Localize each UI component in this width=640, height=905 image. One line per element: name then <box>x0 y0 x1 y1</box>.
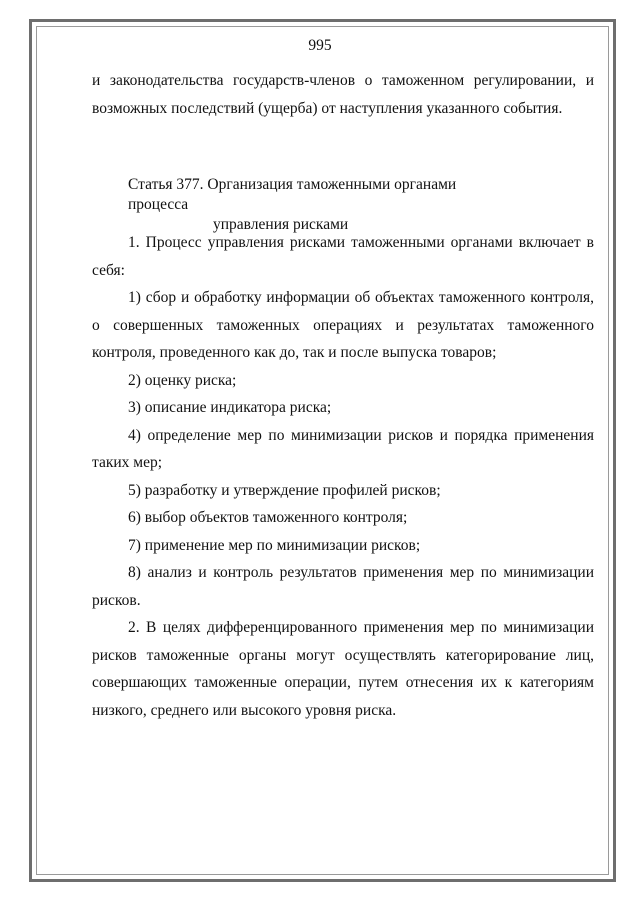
list-item-8: 8) анализ и контроль результатов применения мер по минимизации рисков. <box>92 564 594 609</box>
list-item-5: 5) разработку и утверждение профилей рисков; <box>128 481 441 499</box>
article-title-line1: Статья 377. Организация таможенными органами процесса <box>128 176 457 213</box>
article-heading <box>128 175 508 235</box>
list-item-4: 4) определение мер по минимизации рисков и порядка применения таких мер; <box>92 426 594 471</box>
paragraph-item-2: 2. В целях дифференцированного применения мер по минимизации рисков таможенные органы могут осуществлять категорирование лиц, совершающих таможенные операции, путем отнесения их к категориям низкого, среднего или высокого уровня риска. <box>92 619 594 719</box>
page-number: 995 <box>308 37 332 54</box>
article-title-line2: управления рисками <box>213 216 349 233</box>
article-body <box>92 229 594 724</box>
list-item-7: 7) применение мер по минимизации рисков; <box>128 536 421 554</box>
intro-paragraph: и законодательства государств-членов о таможенном регулировании, и возможных последствий (ущерба) от наступления указанного события. <box>92 72 594 117</box>
list-item-2: 2) оценку риска; <box>128 371 237 389</box>
paragraph-item-1: 1. Процесс управления рисками таможенными органами включает в себя: <box>92 234 594 279</box>
list-item-3: 3) описание индикатора риска; <box>128 399 332 416</box>
list-item-1: 1) сбор и обработку информации об объектах таможенного контроля, о совершенных таможенных операциях и результатах таможенного контроля, проведенного как до, так и после выпуска товаров; <box>92 289 594 361</box>
intro-block <box>92 67 594 122</box>
list-item-6: 6) выбор объектов таможенного контроля; <box>128 509 408 526</box>
